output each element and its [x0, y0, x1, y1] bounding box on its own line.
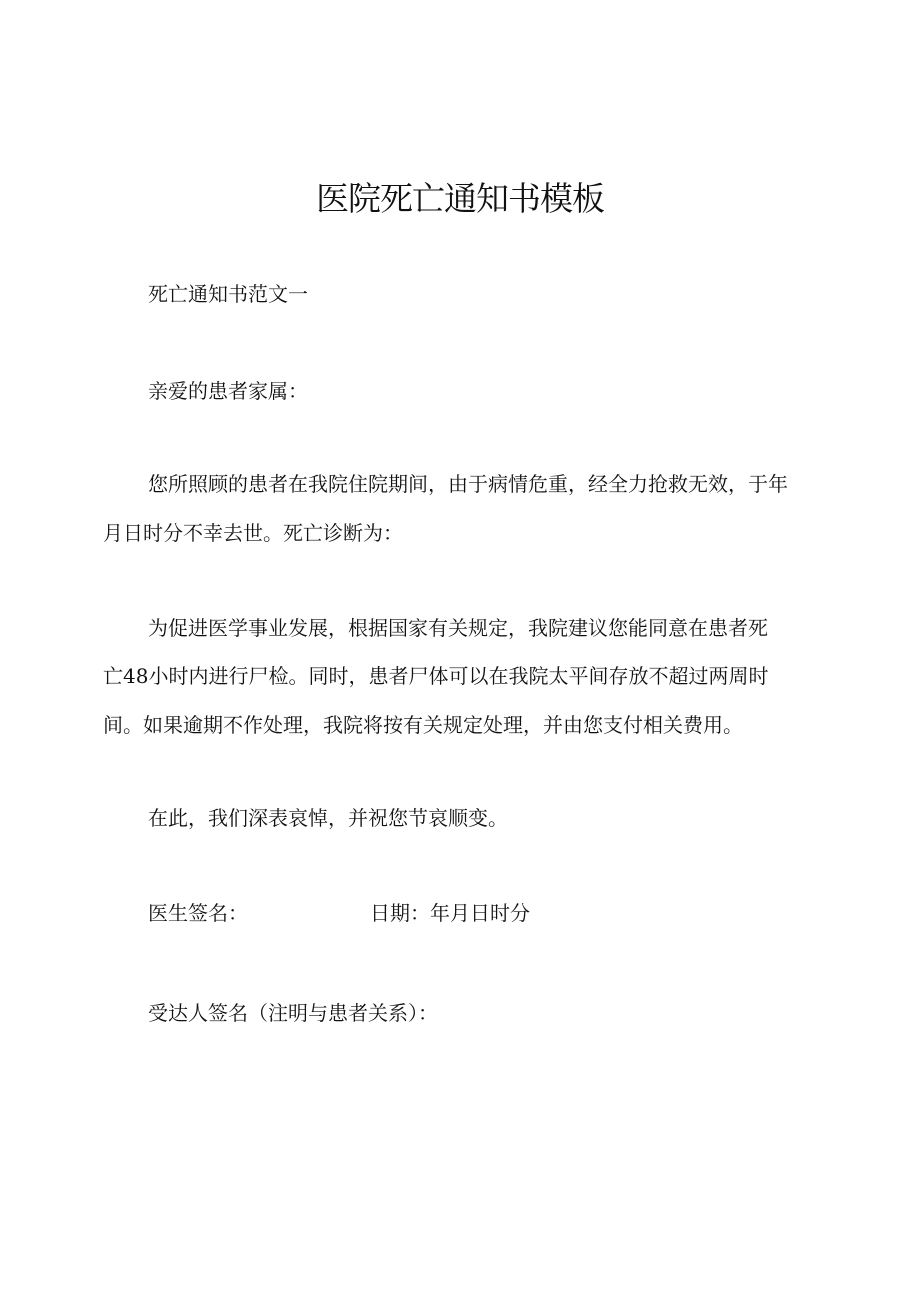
paragraph1-line1: 您所照顾的患者在我院住院期间，由于病情危重，经全力抢救无效，于年 — [148, 472, 788, 496]
signature-date-row — [148, 893, 868, 933]
paragraph2-line3: 间。如果逾期不作处理，我院将按有关规定处理，并由您支付相关费用。 — [103, 713, 743, 737]
recipient-signature-label: 受达人签名（注明与患者关系）： — [148, 1001, 438, 1025]
section-heading: 死亡通知书范文一 — [148, 282, 308, 306]
document-title: 医院死亡通知书模板 — [316, 179, 604, 218]
condolence-text: 在此，我们深表哀悼，并祝您节哀顺变。 — [148, 806, 508, 830]
date-label: 日期：年月日时分 — [370, 901, 530, 925]
salutation: 亲爱的患者家属： — [148, 379, 308, 403]
paragraph1-line2: 月日时分不幸去世。死亡诊断为： — [103, 521, 403, 545]
paragraph2-line2: 亡48小时内进行尸检。同时，患者尸体可以在我院太平间存放不超过两周时 — [103, 664, 769, 688]
paragraph2-line1: 为促进医学事业发展，根据国家有关规定，我院建议您能同意在患者死 — [148, 616, 768, 640]
doctor-signature-label: 医生签名： — [148, 901, 248, 925]
